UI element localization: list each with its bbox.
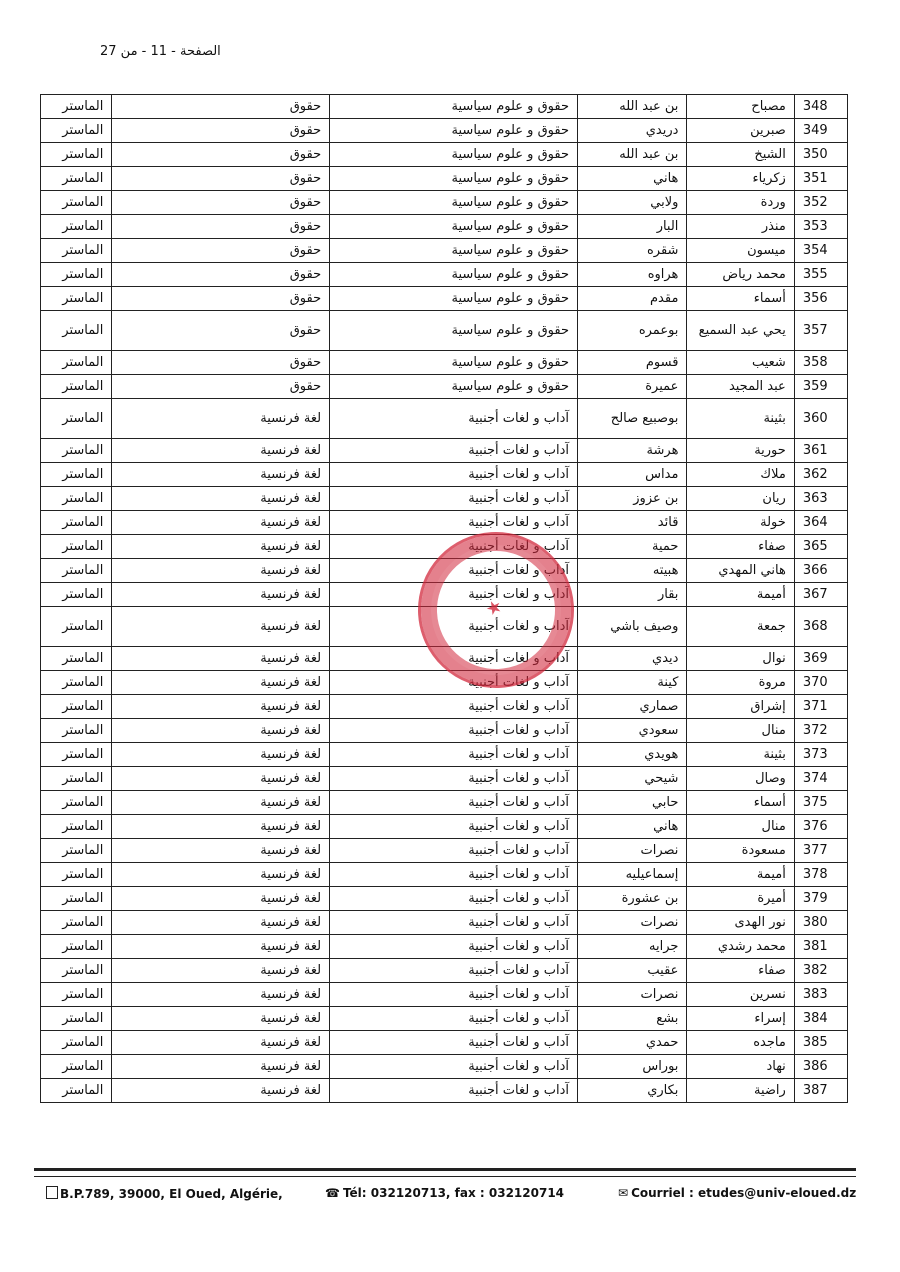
last-name-cell: نصرات xyxy=(578,983,687,1007)
row-number-cell: 385 xyxy=(794,1031,847,1055)
field-of-study-cell: حقوق و علوم سياسية xyxy=(330,215,578,239)
footer-address xyxy=(46,1186,283,1201)
row-number-cell: 348 xyxy=(794,95,847,119)
last-name-cell: هرشة xyxy=(578,439,687,463)
last-name-cell: حمية xyxy=(578,535,687,559)
row-number-cell: 381 xyxy=(794,935,847,959)
row-number-cell: 374 xyxy=(794,767,847,791)
table-row xyxy=(41,351,848,375)
degree-level-cell: الماستر xyxy=(41,1055,112,1079)
field-of-study-cell: آداب و لغات أجنبية xyxy=(330,1007,578,1031)
field-of-study-cell: آداب و لغات أجنبية xyxy=(330,983,578,1007)
first-name-cell: وردة xyxy=(687,191,794,215)
field-of-study-cell: آداب و لغات أجنبية xyxy=(330,743,578,767)
specialty-cell: لغة فرنسية xyxy=(112,607,330,647)
last-name-cell: كينة xyxy=(578,671,687,695)
degree-level-cell: الماستر xyxy=(41,863,112,887)
row-number-cell: 356 xyxy=(794,287,847,311)
first-name-cell: ملاك xyxy=(687,463,794,487)
row-number-cell: 355 xyxy=(794,263,847,287)
first-name-cell: صفاء xyxy=(687,959,794,983)
page-number-label: الصفحة - 11 - من 27 xyxy=(100,44,221,59)
field-of-study-cell: آداب و لغات أجنبية xyxy=(330,839,578,863)
field-of-study-cell: حقوق و علوم سياسية xyxy=(330,311,578,351)
row-number-cell: 387 xyxy=(794,1079,847,1103)
degree-level-cell: الماستر xyxy=(41,583,112,607)
row-number-cell: 384 xyxy=(794,1007,847,1031)
first-name-cell: صبرين xyxy=(687,119,794,143)
table-row xyxy=(41,263,848,287)
row-number-cell: 351 xyxy=(794,167,847,191)
row-number-cell: 371 xyxy=(794,695,847,719)
last-name-cell: قائد xyxy=(578,511,687,535)
field-of-study-cell: حقوق و علوم سياسية xyxy=(330,167,578,191)
last-name-cell: هبيته xyxy=(578,559,687,583)
specialty-cell: لغة فرنسية xyxy=(112,983,330,1007)
field-of-study-cell: آداب و لغات أجنبية xyxy=(330,887,578,911)
degree-level-cell: الماستر xyxy=(41,959,112,983)
table-row xyxy=(41,535,848,559)
field-of-study-cell: حقوق و علوم سياسية xyxy=(330,351,578,375)
row-number-cell: 360 xyxy=(794,399,847,439)
last-name-cell: حابي xyxy=(578,791,687,815)
specialty-cell: لغة فرنسية xyxy=(112,1079,330,1103)
last-name-cell: شقره xyxy=(578,239,687,263)
specialty-cell: حقوق xyxy=(112,119,330,143)
degree-level-cell: الماستر xyxy=(41,239,112,263)
last-name-cell: نصرات xyxy=(578,839,687,863)
degree-level-cell: الماستر xyxy=(41,511,112,535)
first-name-cell: الشيخ xyxy=(687,143,794,167)
table-row xyxy=(41,375,848,399)
first-name-cell: منذر xyxy=(687,215,794,239)
table-row xyxy=(41,119,848,143)
row-number-cell: 382 xyxy=(794,959,847,983)
first-name-cell: عبد المجيد xyxy=(687,375,794,399)
row-number-cell: 386 xyxy=(794,1055,847,1079)
degree-level-cell: الماستر xyxy=(41,719,112,743)
first-name-cell: جمعة xyxy=(687,607,794,647)
last-name-cell: بشع xyxy=(578,1007,687,1031)
first-name-cell: حورية xyxy=(687,439,794,463)
degree-level-cell: الماستر xyxy=(41,791,112,815)
last-name-cell: إسماعيليه xyxy=(578,863,687,887)
row-number-cell: 349 xyxy=(794,119,847,143)
table-row xyxy=(41,1055,848,1079)
footer-email-text: Courriel : etudes@univ-eloued.dz xyxy=(631,1186,857,1200)
field-of-study-cell: آداب و لغات أجنبية xyxy=(330,399,578,439)
field-of-study-cell: آداب و لغات أجنبية xyxy=(330,695,578,719)
last-name-cell: عقيب xyxy=(578,959,687,983)
last-name-cell: دريدي xyxy=(578,119,687,143)
field-of-study-cell: آداب و لغات أجنبية xyxy=(330,935,578,959)
table-row xyxy=(41,983,848,1007)
first-name-cell: محمد رياض xyxy=(687,263,794,287)
table-row xyxy=(41,839,848,863)
last-name-cell: مداس xyxy=(578,463,687,487)
degree-level-cell: الماستر xyxy=(41,1031,112,1055)
field-of-study-cell: آداب و لغات أجنبية xyxy=(330,767,578,791)
table-row xyxy=(41,959,848,983)
seal-star-icon: ★ xyxy=(482,595,506,622)
first-name-cell: راضية xyxy=(687,1079,794,1103)
row-number-cell: 372 xyxy=(794,719,847,743)
degree-level-cell: الماستر xyxy=(41,671,112,695)
field-of-study-cell: آداب و لغات أجنبية xyxy=(330,583,578,607)
specialty-cell: لغة فرنسية xyxy=(112,767,330,791)
row-number-cell: 363 xyxy=(794,487,847,511)
table-row xyxy=(41,239,848,263)
first-name-cell: أسماء xyxy=(687,791,794,815)
degree-level-cell: الماستر xyxy=(41,263,112,287)
specialty-cell: لغة فرنسية xyxy=(112,1031,330,1055)
degree-level-cell: الماستر xyxy=(41,95,112,119)
field-of-study-cell: حقوق و علوم سياسية xyxy=(330,191,578,215)
degree-level-cell: الماستر xyxy=(41,463,112,487)
last-name-cell: البار xyxy=(578,215,687,239)
table-row xyxy=(41,463,848,487)
last-name-cell: بن عزوز xyxy=(578,487,687,511)
last-name-cell: صماري xyxy=(578,695,687,719)
last-name-cell: سعودي xyxy=(578,719,687,743)
row-number-cell: 350 xyxy=(794,143,847,167)
specialty-cell: حقوق xyxy=(112,311,330,351)
degree-level-cell: الماستر xyxy=(41,559,112,583)
row-number-cell: 362 xyxy=(794,463,847,487)
last-name-cell: عميرة xyxy=(578,375,687,399)
specialty-cell: حقوق xyxy=(112,375,330,399)
last-name-cell: بن عبد الله xyxy=(578,95,687,119)
degree-level-cell: الماستر xyxy=(41,535,112,559)
table-row xyxy=(41,935,848,959)
first-name-cell: نسرين xyxy=(687,983,794,1007)
first-name-cell: بثينة xyxy=(687,743,794,767)
table-row xyxy=(41,719,848,743)
last-name-cell: نصرات xyxy=(578,911,687,935)
first-name-cell: نور الهدى xyxy=(687,911,794,935)
row-number-cell: 361 xyxy=(794,439,847,463)
field-of-study-cell: آداب و لغات أجنبية xyxy=(330,463,578,487)
row-number-cell: 376 xyxy=(794,815,847,839)
table-row xyxy=(41,399,848,439)
degree-level-cell: الماستر xyxy=(41,839,112,863)
specialty-cell: لغة فرنسية xyxy=(112,815,330,839)
degree-level-cell: الماستر xyxy=(41,311,112,351)
specialty-cell: لغة فرنسية xyxy=(112,935,330,959)
row-number-cell: 357 xyxy=(794,311,847,351)
first-name-cell: إسراء xyxy=(687,1007,794,1031)
first-name-cell: إشراق xyxy=(687,695,794,719)
last-name-cell: هراوه xyxy=(578,263,687,287)
first-name-cell: زكرياء xyxy=(687,167,794,191)
first-name-cell: خولة xyxy=(687,511,794,535)
mail-icon: ✉ xyxy=(618,1186,629,1200)
field-of-study-cell: آداب و لغات أجنبية xyxy=(330,815,578,839)
row-number-cell: 364 xyxy=(794,511,847,535)
last-name-cell: ديدي xyxy=(578,647,687,671)
field-of-study-cell: آداب و لغات أجنبية xyxy=(330,559,578,583)
specialty-cell: لغة فرنسية xyxy=(112,535,330,559)
specialty-cell: حقوق xyxy=(112,351,330,375)
field-of-study-cell: حقوق و علوم سياسية xyxy=(330,375,578,399)
table-row xyxy=(41,647,848,671)
field-of-study-cell: آداب و لغات أجنبية xyxy=(330,535,578,559)
field-of-study-cell: حقوق و علوم سياسية xyxy=(330,95,578,119)
table-row xyxy=(41,767,848,791)
table-row xyxy=(41,887,848,911)
footer-email xyxy=(618,1186,856,1200)
field-of-study-cell: آداب و لغات أجنبية xyxy=(330,439,578,463)
row-number-cell: 373 xyxy=(794,743,847,767)
field-of-study-cell: حقوق و علوم سياسية xyxy=(330,263,578,287)
row-number-cell: 358 xyxy=(794,351,847,375)
last-name-cell: مقدم xyxy=(578,287,687,311)
first-name-cell: منال xyxy=(687,719,794,743)
specialty-cell: حقوق xyxy=(112,143,330,167)
last-name-cell: حمدي xyxy=(578,1031,687,1055)
degree-level-cell: الماستر xyxy=(41,887,112,911)
specialty-cell: لغة فرنسية xyxy=(112,583,330,607)
degree-level-cell: الماستر xyxy=(41,167,112,191)
first-name-cell: نوال xyxy=(687,647,794,671)
table-row xyxy=(41,287,848,311)
table-row xyxy=(41,583,848,607)
first-name-cell: شعيب xyxy=(687,351,794,375)
degree-level-cell: الماستر xyxy=(41,935,112,959)
degree-level-cell: الماستر xyxy=(41,439,112,463)
degree-level-cell: الماستر xyxy=(41,191,112,215)
first-name-cell: مصباح xyxy=(687,95,794,119)
row-number-cell: 370 xyxy=(794,671,847,695)
first-name-cell: أسماء xyxy=(687,287,794,311)
field-of-study-cell: آداب و لغات أجنبية xyxy=(330,863,578,887)
degree-level-cell: الماستر xyxy=(41,487,112,511)
specialty-cell: حقوق xyxy=(112,167,330,191)
first-name-cell: هاني المهدي xyxy=(687,559,794,583)
table-row xyxy=(41,607,848,647)
degree-level-cell: الماستر xyxy=(41,815,112,839)
specialty-cell: لغة فرنسية xyxy=(112,743,330,767)
degree-level-cell: الماستر xyxy=(41,743,112,767)
table-row xyxy=(41,815,848,839)
row-number-cell: 379 xyxy=(794,887,847,911)
degree-level-cell: الماستر xyxy=(41,647,112,671)
last-name-cell: جرايه xyxy=(578,935,687,959)
last-name-cell: قسوم xyxy=(578,351,687,375)
specialty-cell: حقوق xyxy=(112,191,330,215)
table-row xyxy=(41,791,848,815)
specialty-cell: لغة فرنسية xyxy=(112,463,330,487)
field-of-study-cell: آداب و لغات أجنبية xyxy=(330,1079,578,1103)
field-of-study-cell: حقوق و علوم سياسية xyxy=(330,287,578,311)
degree-level-cell: الماستر xyxy=(41,119,112,143)
degree-level-cell: الماستر xyxy=(41,215,112,239)
table-row xyxy=(41,311,848,351)
specialty-cell: لغة فرنسية xyxy=(112,959,330,983)
field-of-study-cell: آداب و لغات أجنبية xyxy=(330,1031,578,1055)
first-name-cell: أميمة xyxy=(687,863,794,887)
field-of-study-cell: حقوق و علوم سياسية xyxy=(330,143,578,167)
first-name-cell: منال xyxy=(687,815,794,839)
field-of-study-cell: آداب و لغات أجنبية xyxy=(330,647,578,671)
table-row xyxy=(41,167,848,191)
specialty-cell: لغة فرنسية xyxy=(112,911,330,935)
first-name-cell: أميرة xyxy=(687,887,794,911)
row-number-cell: 354 xyxy=(794,239,847,263)
degree-level-cell: الماستر xyxy=(41,1079,112,1103)
table-row xyxy=(41,191,848,215)
first-name-cell: مسعودة xyxy=(687,839,794,863)
specialty-cell: لغة فرنسية xyxy=(112,1055,330,1079)
degree-level-cell: الماستر xyxy=(41,143,112,167)
first-name-cell: يحي عبد السميع xyxy=(687,311,794,351)
table-row xyxy=(41,1007,848,1031)
specialty-cell: لغة فرنسية xyxy=(112,439,330,463)
field-of-study-cell: حقوق و علوم سياسية xyxy=(330,119,578,143)
table-row xyxy=(41,911,848,935)
row-number-cell: 367 xyxy=(794,583,847,607)
footer-phone xyxy=(325,1186,564,1200)
table-row xyxy=(41,439,848,463)
first-name-cell: ميسون xyxy=(687,239,794,263)
last-name-cell: بوراس xyxy=(578,1055,687,1079)
field-of-study-cell: آداب و لغات أجنبية xyxy=(330,487,578,511)
mailbox-icon xyxy=(46,1186,58,1199)
first-name-cell: أميمة xyxy=(687,583,794,607)
row-number-cell: 380 xyxy=(794,911,847,935)
row-number-cell: 353 xyxy=(794,215,847,239)
first-name-cell: صفاء xyxy=(687,535,794,559)
student-roster-table xyxy=(40,94,848,1103)
field-of-study-cell: آداب و لغات أجنبية xyxy=(330,959,578,983)
telephone-icon: ☎ xyxy=(325,1186,340,1200)
specialty-cell: لغة فرنسية xyxy=(112,1007,330,1031)
first-name-cell: نهاد xyxy=(687,1055,794,1079)
first-name-cell: ريان xyxy=(687,487,794,511)
degree-level-cell: الماستر xyxy=(41,375,112,399)
table-row xyxy=(41,559,848,583)
field-of-study-cell: آداب و لغات أجنبية xyxy=(330,719,578,743)
field-of-study-cell: آداب و لغات أجنبية xyxy=(330,607,578,647)
last-name-cell: هاني xyxy=(578,167,687,191)
field-of-study-cell: آداب و لغات أجنبية xyxy=(330,791,578,815)
last-name-cell: شيحي xyxy=(578,767,687,791)
last-name-cell: بكاري xyxy=(578,1079,687,1103)
degree-level-cell: الماستر xyxy=(41,695,112,719)
last-name-cell: وصيف باشي xyxy=(578,607,687,647)
specialty-cell: حقوق xyxy=(112,239,330,263)
last-name-cell: بوعمره xyxy=(578,311,687,351)
last-name-cell: بن عبد الله xyxy=(578,143,687,167)
table-row xyxy=(41,671,848,695)
table-row xyxy=(41,695,848,719)
last-name-cell: هويدي xyxy=(578,743,687,767)
degree-level-cell: الماستر xyxy=(41,983,112,1007)
first-name-cell: محمد رشدي xyxy=(687,935,794,959)
row-number-cell: 359 xyxy=(794,375,847,399)
table-row xyxy=(41,863,848,887)
field-of-study-cell: آداب و لغات أجنبية xyxy=(330,511,578,535)
specialty-cell: لغة فرنسية xyxy=(112,791,330,815)
row-number-cell: 366 xyxy=(794,559,847,583)
table-row xyxy=(41,743,848,767)
table-row xyxy=(41,1031,848,1055)
last-name-cell: بقار xyxy=(578,583,687,607)
specialty-cell: حقوق xyxy=(112,287,330,311)
degree-level-cell: الماستر xyxy=(41,911,112,935)
roster-body xyxy=(41,95,848,1103)
last-name-cell: بن عشورة xyxy=(578,887,687,911)
specialty-cell: لغة فرنسية xyxy=(112,863,330,887)
field-of-study-cell: حقوق و علوم سياسية xyxy=(330,239,578,263)
first-name-cell: بثينة xyxy=(687,399,794,439)
last-name-cell: بوصبيع صالح xyxy=(578,399,687,439)
specialty-cell: لغة فرنسية xyxy=(112,887,330,911)
field-of-study-cell: آداب و لغات أجنبية xyxy=(330,1055,578,1079)
degree-level-cell: الماستر xyxy=(41,1007,112,1031)
last-name-cell: ولابي xyxy=(578,191,687,215)
specialty-cell: لغة فرنسية xyxy=(112,511,330,535)
row-number-cell: 378 xyxy=(794,863,847,887)
specialty-cell: لغة فرنسية xyxy=(112,559,330,583)
footer-address-text: B.P.789, 39000, El Oued, Algérie, xyxy=(60,1187,283,1201)
footer-phone-text: Tél: 032120713, fax : 032120714 xyxy=(342,1186,565,1200)
field-of-study-cell: آداب و لغات أجنبية xyxy=(330,671,578,695)
row-number-cell: 383 xyxy=(794,983,847,1007)
specialty-cell: حقوق xyxy=(112,215,330,239)
field-of-study-cell: آداب و لغات أجنبية xyxy=(330,911,578,935)
specialty-cell: لغة فرنسية xyxy=(112,647,330,671)
row-number-cell: 352 xyxy=(794,191,847,215)
specialty-cell: لغة فرنسية xyxy=(112,695,330,719)
table-row xyxy=(41,215,848,239)
degree-level-cell: الماستر xyxy=(41,607,112,647)
specialty-cell: لغة فرنسية xyxy=(112,671,330,695)
degree-level-cell: الماستر xyxy=(41,399,112,439)
first-name-cell: ماجده xyxy=(687,1031,794,1055)
degree-level-cell: الماستر xyxy=(41,767,112,791)
specialty-cell: لغة فرنسية xyxy=(112,399,330,439)
degree-level-cell: الماستر xyxy=(41,351,112,375)
specialty-cell: لغة فرنسية xyxy=(112,839,330,863)
footer-divider xyxy=(34,1168,856,1171)
specialty-cell: لغة فرنسية xyxy=(112,719,330,743)
specialty-cell: لغة فرنسية xyxy=(112,487,330,511)
specialty-cell: حقوق xyxy=(112,95,330,119)
degree-level-cell: الماستر xyxy=(41,287,112,311)
table-row xyxy=(41,487,848,511)
row-number-cell: 368 xyxy=(794,607,847,647)
table-row xyxy=(41,1079,848,1103)
table-row xyxy=(41,95,848,119)
row-number-cell: 375 xyxy=(794,791,847,815)
first-name-cell: مروة xyxy=(687,671,794,695)
specialty-cell: حقوق xyxy=(112,263,330,287)
row-number-cell: 369 xyxy=(794,647,847,671)
row-number-cell: 377 xyxy=(794,839,847,863)
footer-divider-thin xyxy=(34,1176,856,1177)
last-name-cell: هاني xyxy=(578,815,687,839)
first-name-cell: وصال xyxy=(687,767,794,791)
table-row xyxy=(41,511,848,535)
row-number-cell: 365 xyxy=(794,535,847,559)
table-row xyxy=(41,143,848,167)
